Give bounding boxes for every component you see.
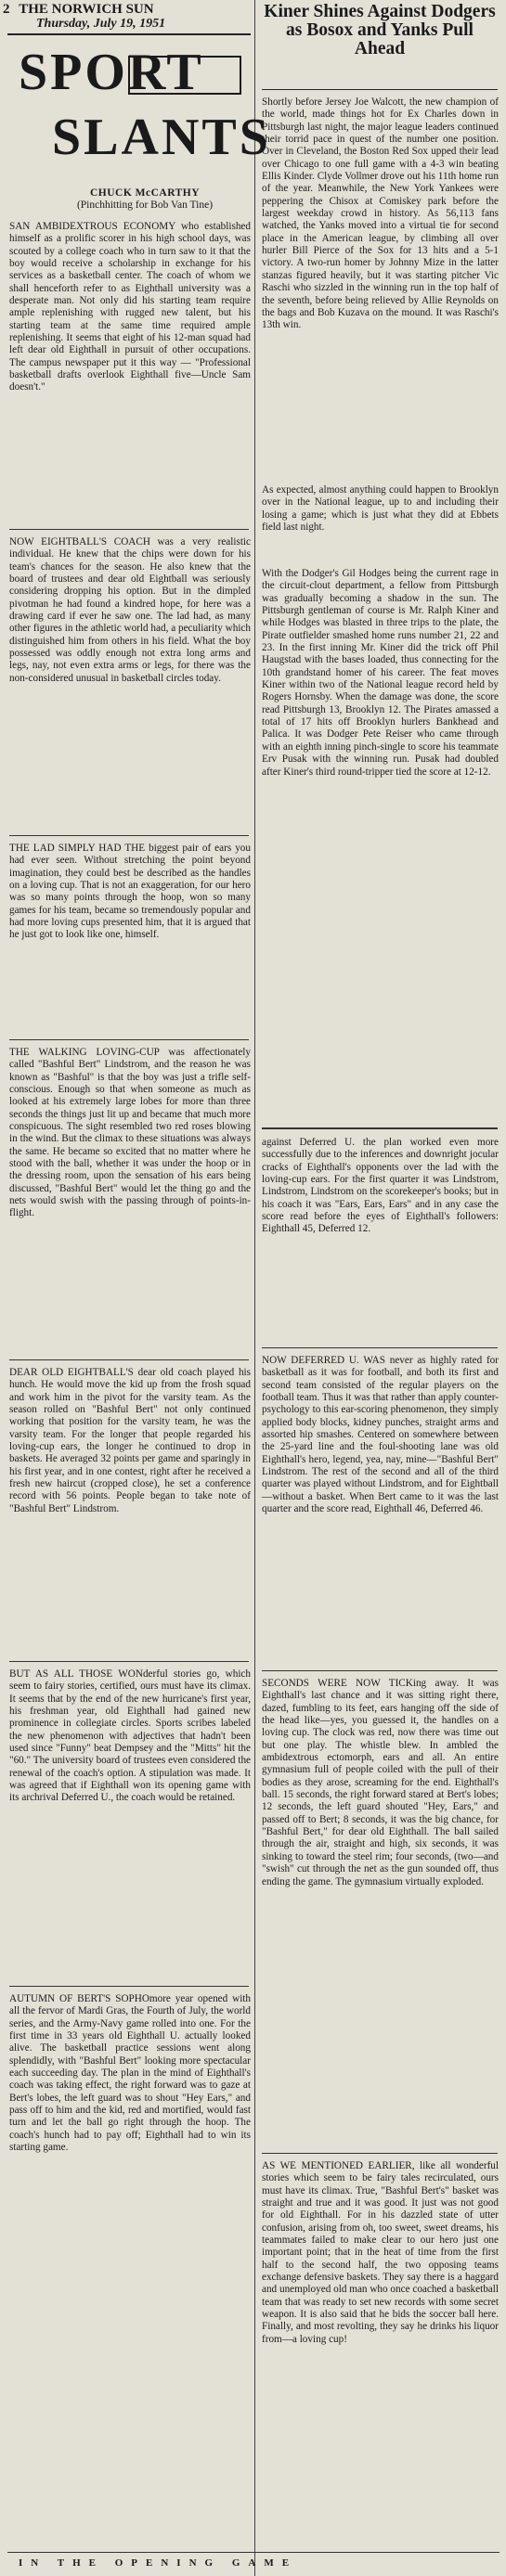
page-number: 2 <box>3 2 10 17</box>
masthead <box>3 3 253 31</box>
section-divider <box>9 1661 249 1662</box>
column-title-line2: SLANTS <box>52 109 271 166</box>
column-title <box>19 43 271 177</box>
section-divider <box>262 1127 498 1129</box>
left-paragraph-1: SAN AMBIDEXTROUS ECONOMY who established himself as a prolific scorer in his high school days, was scouted by a college coach who in turn saw to it that the boy would receive a scholarship in exchange for his services as a basketball center. The coach of whom we shall henceforth refer to as Eighthall university was a desperate man. Not only did his starting team require ample replenishing with rugged new talent, but his starting team at the same time required ample replenishing. It seems that eight of his 12-man squad had left dear old Eighthall in pursuit of other occupations. The campus newspaper put it this way — "Professional basketball drafts overlook Eighthall five—Uncle Sam doesn't." <box>9 221 251 393</box>
section-divider <box>9 1986 249 1987</box>
byline <box>43 187 247 212</box>
right-paragraph-1: Shortly before Jersey Joe Walcott, the new champion of the world, made things hot for Ex Charles down in Pittsburgh last night, the major league leaders continued their torrid pace in quest of the number one position. Over in Cleveland, the Boston Red Sox upped their lead over Chicago to one full game with a 4-3 win beating Ellis Kinder. Clyde Vollmer drove out his 11th home run of the year. Meanwhile, the New York Yankees were peppering the Chisox at Comiskey park before the largest weekday crowd in history. As 56,113 fans watched, the Yanks moved into a virtual tie for second place in the American league, by climbing all over hurler Bill Pierce of the Sox for 13 hits and a 5-1 victory. A two-run homer by Johnny Mize in the latter stanzas figured heavily, but it was starting pitcher Vic Raschi who sizzled in the winning run in the top half of the seventh, before being relieved by Allie Reynolds on the bags and Bob Kuzava on the mound. It was Raschi's 13th win. <box>262 97 499 331</box>
byline-name: CHUCK McCARTHY <box>89 187 201 199</box>
section-divider <box>9 1359 249 1360</box>
section-divider <box>9 835 249 836</box>
paper-name: THE NORWICH SUN <box>19 2 154 17</box>
byline-note: (Pinchhitting for Bob Van Tine) <box>76 200 214 211</box>
left-paragraph-4: THE WALKING LOVING-CUP was affectionately called "Bashful Bert" Lindstrom, and the reason he was known as "Bashful" is that the boy was just a trifle self-conscious. Enough so that when someone as much as looked at his extremely large lobes for more than three seconds the things just lit up and became that much more conspicuous. The sight resembled two red roses blowing in the wind. But the climax to these situations was always the same. He became so excited that no matter where he stood with the ball, whether it was under the hoop or in the dressing room, upon the sensation of his ears being discussed, "Bashful Bert" would let the thing go and the nets would swish with the passing through of points-in-flight. <box>9 1047 251 1219</box>
section-divider <box>262 1670 498 1671</box>
right-paragraph-2: As expected, almost anything could happen to Brooklyn over in the National league, up to and including their losing a game; which is just what they did at Ebbets field last night. <box>262 484 499 534</box>
section-divider <box>262 1347 498 1348</box>
section-divider <box>9 529 249 530</box>
section-divider <box>262 2153 498 2154</box>
column-divider <box>254 0 255 2576</box>
left-paragraph-6: BUT AS ALL THOSE WONderful stories go, which seem to fairy stories, certified, ours must have its climax. It seems that by the end of the new hurricane's first year, his freshman year, old Eighthall had gained new prominence in collegiate circles. Sports scribes labeled the new phenomenon with adjectives that hadn't been used since "Funny" beat Dempsey and the "Mitts" hit the "60." The university board of trustees even considered the renewal of the coach's option. A stipulation was made. It was agreed that if Eighthall won its opening game with its archrival Deferred U., the coach would be retained. <box>9 1668 251 1804</box>
right-paragraph-3: With the Dodger's Gil Hodges being the current rage in the circuit-clout department, a fellow from Pittsburgh was gradually becoming a shadow in the sun. The Pittsburgh gentleman of course is Mr. Ralph Kiner and while Hodges was blasted in three trips to the plate, the Pirate outfielder smashed home runs number 21, 22 and 23. In the first inning Mr. Kiner did the trick off Phil Haugstad with the bases loaded, thus connecting for the 10th grandstand homer of his career. The feat moves Kiner within two of the National league record held by Rogers Hornsby. When the damage was done, the score read Pittsburgh 13, Brooklyn 12. The Pirates amassed a total of 17 hits off Brooklyn hurlers Bankhead and Palica. It was Dodger Pete Reiser who came through with an eighth inning pinch-single to score his teammate Erv Pusak with the winning run. Pusak had doubled after Kiner's third round-tripper tied the score at 12-12. <box>262 568 499 778</box>
right-paragraph-5: NOW DEFERRED U. WAS never as highly rated for basketball as it was for football, and both its first and second team consisted of the regular players on the football team. Thus it was that rather than apply counter-psychology to this ear-scoring phenomenon, they simply applied body blocks, kidney punches, straight arms and assorted hip smashes. Centered on somewhere between the 25-yard line and the foul-shooting lane was old Eighthall's hero, legend, yea, nay, mine—"Bashful Bert" Lindstrom. The rest of the second and all of the third quarter was played without Lindstrom, and for Eightball—without a basket. When Bert came to it was the last quarter and the score read, Eighthall 46, Deferred 46. <box>262 1355 499 1515</box>
right-paragraph-4: against Deferred U. the plan worked even more successfully due to the inferences and downright jocular cracks of Eighthall's opponents over the lad with the loving-cup ears. For the first quarter it was Lindstrom, Lindstrom, Lindstrom on the scorekeeper's books; but in his coach it was "Ears, Ears, Ears" and in any case the score read before the eyes of Eighthall's followers: Eighthall 45, Deferred 12. <box>262 1137 499 1235</box>
column-title-line1: SPORT <box>19 44 204 101</box>
footer-rule <box>7 2552 500 2553</box>
headline: Kiner Shines Against Dodgers as Bosox and Yanks Pull Ahead <box>264 2 496 58</box>
section-divider <box>9 1039 249 1040</box>
left-paragraph-7: AUTUMN OF BERT'S SOPHOmore year opened with all the fervor of Mardi Gras, the Fourth of July, the world series, and the Army-Navy game rolled into one. For the first time in 33 years old Eighthall U. actually looked alive. The basketball practice sessions went along splendidly, with "Bashful Bert" looking more spectacular each succeeding day. The plan in the mind of Eighthall's coach was taking effect, the right forward was to gaze at Bert's lobes, the left guard was to shout "Hey Ears," and pass off to him and the kid, red and mortified, would fast turn and let the ball go right through the hoop. The coach's hunch had to pay off; Eighthall had to win its starting game. <box>9 1993 251 2154</box>
left-paragraph-3: THE LAD SIMPLY HAD THE biggest pair of ears you had ever seen. Without stretching the point beyond imagination, they could best be described as the handles on a loving cup. That is not an exaggeration, for our hero was so many points through the hoop, won so many games for his team, became so tremendously popular and had more loving cups presented him, that it is argued that he just got to look like one, himself. <box>9 843 251 941</box>
masthead-date: Thursday, July 19, 1951 <box>36 17 166 31</box>
headline-rule <box>262 89 498 90</box>
footer-caption: IN THE OPENING GAME <box>19 2557 298 2569</box>
right-paragraph-6: SECONDS WERE NOW TICKing away. It was Eighthall's last chance and it was sitting right there, dazed, fumbling to its feet, ears hanging off the side of the head like—yes, you guessed it, the handles on a loving cup. The clock was red, now there was time out but one play. The whistle blew. In ambled the ambidextrous ectomorph, ears and all. An entire gymnasium full of people coiled with the pull of their bodies as they arose, screaming for the end. Eighthall's ball. 15 seconds, the right forward stared at Bert's lobes; 12 seconds, the left guard shouted "Hey, Ears," and passed off to Bert; 8 seconds, it was the big chance, for "Bashful Bert," for dear old Eighthall. The ball sailed through the air, straight and high, six seconds, it was sinking to toward the steel rim; four seconds, (two—and "swish" cut through the net as the gun sounded off, thus ending the game. The gymnasium virtually exploded. <box>262 1678 499 1887</box>
masthead-rule <box>7 33 251 35</box>
left-paragraph-2: NOW EIGHTBALL'S COACH was a very realistic individual. He knew that the chips were down for his team's chances for the season. He also knew that the board of trustees and dear old Eightball was seriously considering dropping his option. But in the dimpled pivotman he had found a kindred hope, for here was a drawing card if ever he saw one. The lad had, as many other figures in the athletic world had, a peculiarity which distinguished him from others in his field. What the boy possessed was oddly enough not extra long arms and legs, nay, not even extra arms or legs, for there was the non-considered unusual in basketball circles today. <box>9 536 251 684</box>
left-paragraph-5: DEAR OLD EIGHTBALL'S dear old coach played his hunch. He would move the kid up from the frosh squad and work him in the pivot for the varsity team. As the season rolled on "Bashful Bert" not only continued working that position for the varsity team, he was the varsity team. For the longer that people regarded his loving-cup ears, the longer he continued to drop in baskets. He averaged 32 points per game and sparingly in his first year, and in one contest, right after he received a fresh new haircut (cropped close), he set a conference record with 56 points. People began to take note of "Bashful Bert" Lindstrom. <box>9 1367 251 1514</box>
right-paragraph-7: AS WE MENTIONED EARLIER, like all wonderful stories which seem to be fairy tales recirculated, ours must have its climax. True, "Bashful Bert's" basket was straight and true and it was good. It just was not good for old Eighthall. For in his dazzled state of utter confusion, arising from oh, too sweet, sweet dreams, his teammates failed to make clear to our hero just one important point; that in the heat of time from the first half to the second half, the two opposing teams exchange defensive baskets. They say there is a haggard and unemployed old man who once coached a basketball team that was ready to set new records with some secret weapon. It is also said that he bids the soccer ball here. Finally, and most revolting, they say he drinks his liquor from—a loving cup! <box>262 2160 499 2345</box>
